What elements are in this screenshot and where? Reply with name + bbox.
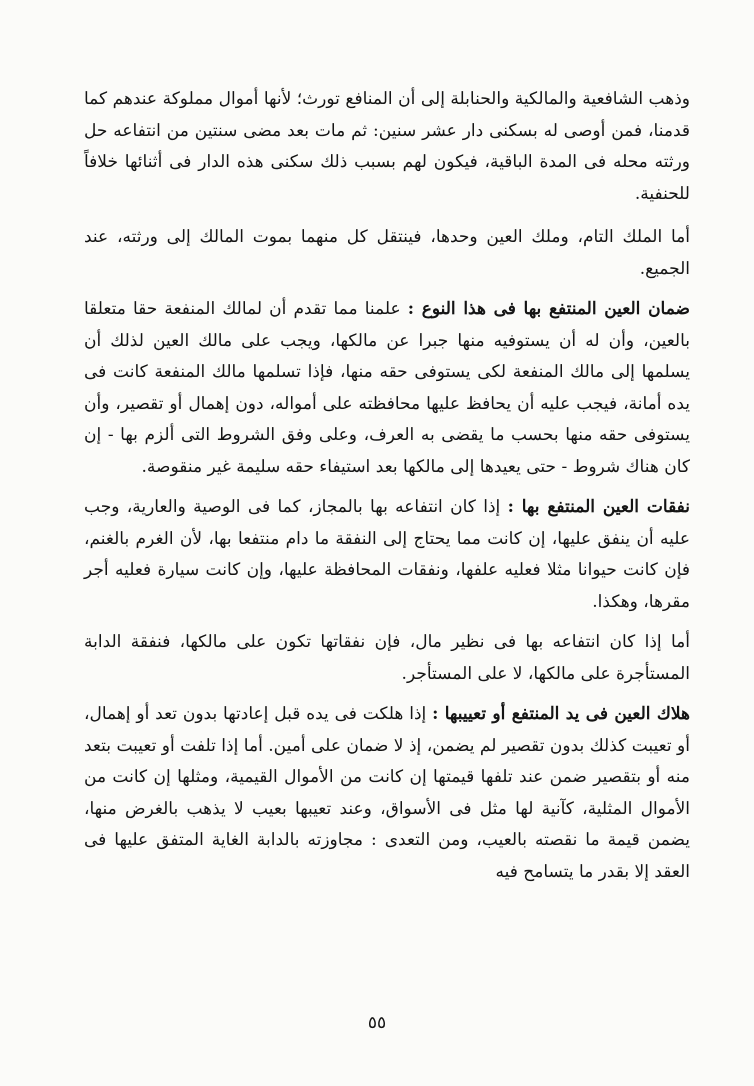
paragraph-inheritance-of-benefits — [84, 84, 690, 210]
paragraph-text: أما الملك التام، وملك العين وحدها، فينتقل كل منهما بموت المالك إلى ورثته، عند الجميع. — [84, 227, 690, 279]
paragraph-full-ownership — [84, 222, 690, 285]
section-heading: ضمان العين المنتفع بها فى هذا النوع : — [407, 299, 690, 319]
paragraph-text: وذهب الشافعية والمالكية والحنابلة إلى أن المنافع تورث؛ لأنها أموال مملوكة عندهم كما قدمنا، فمن أوصى له بسكنى دار عشر سنين: ثم مات بعد مضى سنتين من انتفاعه حل ورثته محله فى المدة الباقية، فيكون لهم بسبب ذلك سكنى هذه الدار فى أثنائها خلافاً للحنفية. — [84, 89, 690, 204]
paragraph-expenses — [84, 492, 690, 618]
page-number: ٥٥ — [367, 1013, 387, 1033]
section-heading: هلاك العين فى يد المنتفع أو تعييبها : — [432, 704, 691, 724]
paragraph-paid-use — [84, 627, 690, 690]
paragraph-destruction-or-damage — [84, 699, 690, 888]
paragraph-liability-for-property — [84, 294, 690, 483]
paragraph-text: علمنا مما تقدم أن لمالك المنفعة حقا متعلقا بالعين، وأن له أن يستوفيه منها جبرا عن مالكها، ويجب على مالك العين لذلك أن يسلمها إلى مالك المنفعة لكى يستوفى حقه منها، فإذا تسلمها مالك المنفعة كانت فى يده أمانة، فيجب عليه أن يحافظ عليها محافظته على أمواله، دون إهمال أو تقصير، وأن يستوفى حقه منها بحسب ما يقضى به العرف، وعلى وفق الشروط التى ألزم بها - إن كان هناك شروط - حتى يعيدها إلى مالكها بعد استيفاء حقه سليمة غير منقوصة. — [84, 299, 690, 477]
paragraph-text: إذا هلكت فى يده قبل إعادتها بدون تعد أو إهمال، أو تعيبت كذلك بدون تقصير لم يضمن، إذ لا ضمان على أمين. أما إذا تلفت أو تعيبت بتعد منه أو بتقصير ضمن عند تلفها قيمتها إن كانت من الأموال القيمية، ومثلها إن كانت من الأموال المثلية، كآنية لها مثل فى الأسواق، وعند تعيبها بعيب لا يذهب بالغرض منها، يضمن قيمة ما نقصته بالعيب، ومن التعدى : مجاوزته بالدابة الغاية المتفق عليها فى العقد إلا بقدر ما يتسامح فيه — [84, 704, 690, 882]
paragraph-text: إذا كان انتفاعه بها بالمجاز، كما فى الوصية والعارية، وجب عليه أن ينفق عليها، إن كانت مما يحتاج إلى النفقة ما دام منتفعا بها، لأن الغرم بالغنم، فإن كانت حيوانا مثلا فعليه علفها، ونفقات المحافظة عليها، وإن كانت سيارة فعليه أجر مقرها، وهكذا. — [84, 497, 690, 612]
section-heading: نفقات العين المنتفع بها : — [507, 497, 691, 517]
paragraph-text: أما إذا كان انتفاعه بها فى نظير مال، فإن نفقاتها تكون على مالكها، فنفقة الدابة المستأجرة على مالكها، لا على المستأجر. — [84, 632, 690, 684]
